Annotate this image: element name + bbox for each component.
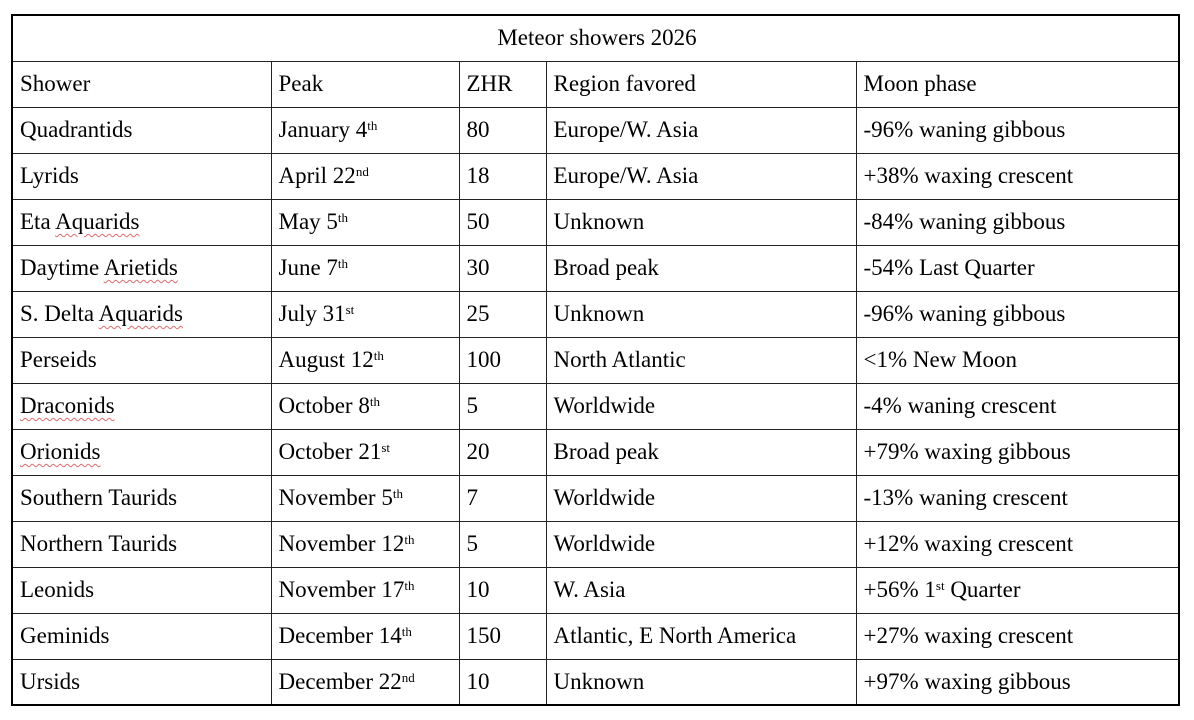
shower-cell[interactable]: Lyrids bbox=[12, 153, 271, 199]
zhr-cell[interactable]: 30 bbox=[459, 245, 546, 291]
moon-phase-cell[interactable]: +56% 1st Quarter bbox=[856, 567, 1179, 613]
misspelled-word: Draconids bbox=[20, 393, 115, 418]
shower-cell[interactable]: Perseids bbox=[12, 337, 271, 383]
moon-phase-cell[interactable]: +79% waxing gibbous bbox=[856, 429, 1179, 475]
shower-cell[interactable]: Eta Aquarids bbox=[12, 199, 271, 245]
ordinal-superscript: st bbox=[381, 439, 390, 455]
region-cell[interactable]: Broad peak bbox=[546, 245, 856, 291]
peak-cell[interactable]: June 7th bbox=[271, 245, 459, 291]
table-row bbox=[12, 613, 1179, 659]
zhr-cell[interactable]: 150 bbox=[459, 613, 546, 659]
peak-cell[interactable]: October 8th bbox=[271, 383, 459, 429]
peak-cell[interactable]: May 5th bbox=[271, 199, 459, 245]
shower-cell[interactable]: Quadrantids bbox=[12, 107, 271, 153]
table-row bbox=[12, 153, 1179, 199]
peak-cell[interactable]: April 22nd bbox=[271, 153, 459, 199]
moon-phase-cell[interactable]: -84% waning gibbous bbox=[856, 199, 1179, 245]
table-row bbox=[12, 659, 1179, 705]
ordinal-superscript: th bbox=[401, 623, 412, 639]
table-title[interactable]: Meteor showers 2026 bbox=[12, 15, 1179, 61]
zhr-cell[interactable]: 5 bbox=[459, 383, 546, 429]
moon-phase-cell[interactable]: -96% waning gibbous bbox=[856, 291, 1179, 337]
shower-cell[interactable]: S. Delta Aquarids bbox=[12, 291, 271, 337]
moon-phase-cell[interactable]: +97% waxing gibbous bbox=[856, 659, 1179, 705]
region-cell[interactable]: Unknown bbox=[546, 199, 856, 245]
zhr-cell[interactable]: 25 bbox=[459, 291, 546, 337]
meteor-showers-table bbox=[11, 14, 1180, 706]
region-cell[interactable]: Europe/W. Asia bbox=[546, 107, 856, 153]
region-cell[interactable]: W. Asia bbox=[546, 567, 856, 613]
ordinal-superscript: th bbox=[404, 531, 415, 547]
moon-phase-cell[interactable]: +27% waxing crescent bbox=[856, 613, 1179, 659]
region-cell[interactable]: North Atlantic bbox=[546, 337, 856, 383]
peak-cell[interactable]: July 31st bbox=[271, 291, 459, 337]
zhr-cell[interactable]: 18 bbox=[459, 153, 546, 199]
moon-phase-cell[interactable]: -96% waning gibbous bbox=[856, 107, 1179, 153]
shower-cell[interactable]: Geminids bbox=[12, 613, 271, 659]
misspelled-word: Arietids bbox=[103, 255, 178, 280]
table-title-row bbox=[12, 15, 1179, 61]
ordinal-superscript: nd bbox=[355, 163, 369, 179]
region-cell[interactable]: Atlantic, E North America bbox=[546, 613, 856, 659]
column-header-region-favored[interactable]: Region favored bbox=[546, 61, 856, 107]
table-row bbox=[12, 337, 1179, 383]
table-row bbox=[12, 245, 1179, 291]
table-row bbox=[12, 475, 1179, 521]
zhr-cell[interactable]: 100 bbox=[459, 337, 546, 383]
region-cell[interactable]: Unknown bbox=[546, 291, 856, 337]
peak-cell[interactable]: November 17th bbox=[271, 567, 459, 613]
shower-cell[interactable]: Leonids bbox=[12, 567, 271, 613]
table-row bbox=[12, 383, 1179, 429]
column-header-zhr[interactable]: ZHR bbox=[459, 61, 546, 107]
peak-cell[interactable]: October 21st bbox=[271, 429, 459, 475]
ordinal-superscript: th bbox=[392, 485, 403, 501]
region-cell[interactable]: Worldwide bbox=[546, 475, 856, 521]
table-row bbox=[12, 291, 1179, 337]
peak-cell[interactable]: November 12th bbox=[271, 521, 459, 567]
table-row bbox=[12, 107, 1179, 153]
peak-cell[interactable]: January 4th bbox=[271, 107, 459, 153]
peak-cell[interactable]: December 14th bbox=[271, 613, 459, 659]
misspelled-word: Orionids bbox=[20, 439, 101, 464]
zhr-cell[interactable]: 20 bbox=[459, 429, 546, 475]
column-header-shower[interactable]: Shower bbox=[12, 61, 271, 107]
ordinal-superscript: th bbox=[367, 117, 378, 133]
ordinal-superscript: th bbox=[337, 209, 349, 225]
moon-phase-cell[interactable]: -13% waning crescent bbox=[856, 475, 1179, 521]
table-header-row bbox=[12, 61, 1179, 107]
moon-phase-cell[interactable]: -54% Last Quarter bbox=[856, 245, 1179, 291]
shower-cell[interactable]: Northern Taurids bbox=[12, 521, 271, 567]
column-header-moon-phase[interactable]: Moon phase bbox=[856, 61, 1179, 107]
moon-phase-cell[interactable]: -4% waning crescent bbox=[856, 383, 1179, 429]
zhr-cell[interactable]: 10 bbox=[459, 659, 546, 705]
ordinal-superscript: st bbox=[345, 301, 355, 317]
zhr-cell[interactable]: 5 bbox=[459, 521, 546, 567]
region-cell[interactable]: Broad peak bbox=[546, 429, 856, 475]
peak-cell[interactable]: December 22nd bbox=[271, 659, 459, 705]
table-row bbox=[12, 199, 1179, 245]
region-cell[interactable]: Worldwide bbox=[546, 521, 856, 567]
region-cell[interactable]: Worldwide bbox=[546, 383, 856, 429]
shower-cell[interactable]: Southern Taurids bbox=[12, 475, 271, 521]
table-row bbox=[12, 429, 1179, 475]
zhr-cell[interactable]: 50 bbox=[459, 199, 546, 245]
misspelled-word: Aquarids bbox=[98, 301, 183, 326]
ordinal-superscript: nd bbox=[401, 669, 415, 685]
moon-phase-cell[interactable]: <1% New Moon bbox=[856, 337, 1179, 383]
region-cell[interactable]: Unknown bbox=[546, 659, 856, 705]
table-row bbox=[12, 521, 1179, 567]
shower-cell[interactable] bbox=[12, 383, 271, 429]
shower-cell[interactable]: Daytime Arietids bbox=[12, 245, 271, 291]
ordinal-superscript: th bbox=[369, 393, 380, 409]
ordinal-superscript: th bbox=[404, 577, 415, 593]
shower-cell[interactable]: Ursids bbox=[12, 659, 271, 705]
ordinal-superscript: th bbox=[373, 347, 384, 363]
zhr-cell[interactable]: 80 bbox=[459, 107, 546, 153]
region-cell[interactable]: Europe/W. Asia bbox=[546, 153, 856, 199]
shower-cell[interactable] bbox=[12, 429, 271, 475]
zhr-cell[interactable]: 10 bbox=[459, 567, 546, 613]
moon-phase-cell[interactable]: +12% waxing crescent bbox=[856, 521, 1179, 567]
moon-phase-cell[interactable]: +38% waxing crescent bbox=[856, 153, 1179, 199]
ordinal-superscript: th bbox=[337, 255, 349, 271]
zhr-cell[interactable]: 7 bbox=[459, 475, 546, 521]
peak-cell[interactable]: August 12th bbox=[271, 337, 459, 383]
peak-cell[interactable]: November 5th bbox=[271, 475, 459, 521]
ordinal-superscript: st bbox=[935, 577, 945, 593]
misspelled-word: Aquarids bbox=[55, 209, 140, 234]
table-row bbox=[12, 567, 1179, 613]
column-header-peak[interactable]: Peak bbox=[271, 61, 459, 107]
